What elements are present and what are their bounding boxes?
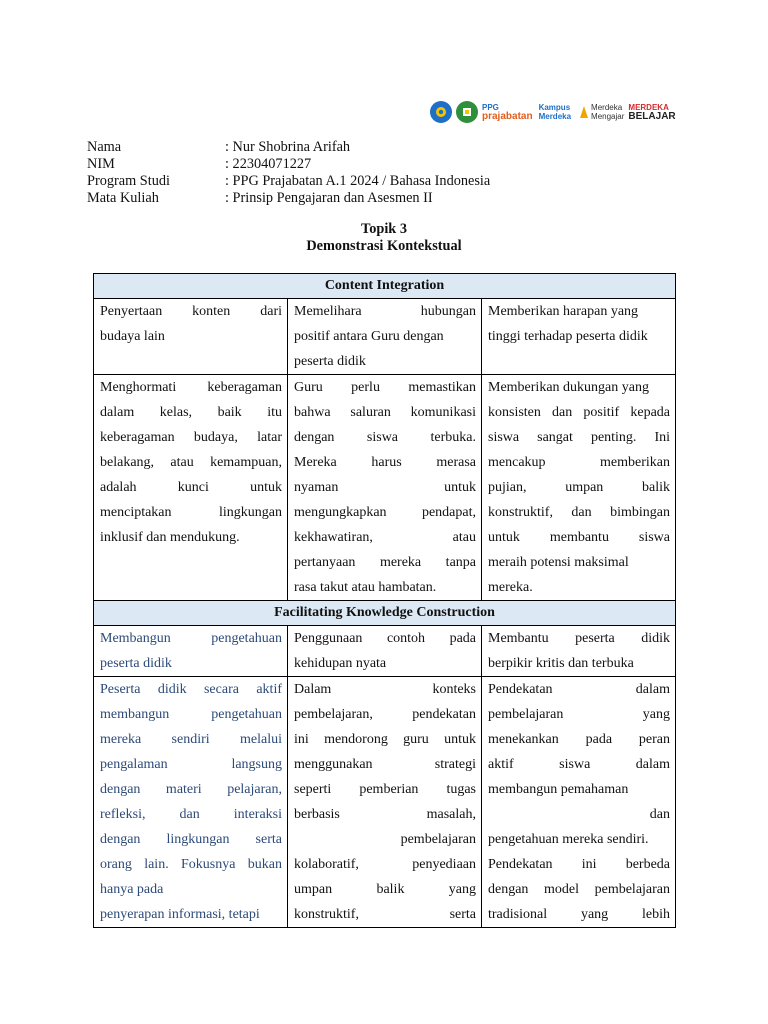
cell-line: dengan lingkungan serta <box>100 832 282 847</box>
table-row <box>94 626 676 677</box>
merdeka-logo-text: Merdeka <box>538 112 572 121</box>
tut-wuri-logo-icon <box>430 101 452 123</box>
cell-line: Guru perlu memastikan <box>294 380 476 395</box>
info-value: : PPG Prajabatan A.1 2024 / Bahasa Indonesia <box>225 173 491 189</box>
student-info <box>87 139 490 207</box>
cell-line: peserta didik <box>100 656 172 671</box>
info-label: Nama <box>87 139 122 155</box>
info-label: NIM <box>87 156 115 172</box>
cell-line: Membantu peserta didik <box>488 631 671 646</box>
table-cell <box>288 375 482 601</box>
cell-line: inklusif dan mendukung. <box>100 530 240 545</box>
section-heading: Content Integration <box>94 274 676 299</box>
info-value: : Prinsip Pengajaran dan Asesmen II <box>225 190 433 206</box>
cell-line: konstruktif, dan bimbingan <box>488 505 671 520</box>
cell-line: aktif siswa dalam <box>488 757 671 772</box>
cell-line: Penyertaan konten dari <box>100 304 282 319</box>
ppg-logo-text: PPG <box>482 102 499 112</box>
kampus-merdeka-logo <box>539 103 571 121</box>
cell-line: Dalam konteks <box>294 682 476 697</box>
cell-line: umpan balik yang <box>294 882 476 897</box>
merdeka-mengajar-logo <box>579 103 624 121</box>
cell-line: Memberikan dukungan yang <box>488 380 649 395</box>
cell-line: Membangun pengetahuan <box>100 631 282 646</box>
info-row-nim <box>87 156 490 173</box>
merdeka-belajar-line1: MERDEKA <box>628 102 669 112</box>
merdeka-mengajar-line1: Merdeka <box>591 103 623 112</box>
merdeka-belajar-logo <box>628 103 675 122</box>
cell-line: pujian, umpan balik <box>488 480 671 495</box>
cell-line: adalah kunci untuk <box>100 480 282 495</box>
table-cell <box>94 677 288 928</box>
prajabatan-logo-text: prajabatan <box>482 110 533 122</box>
cell-line: berbasis masalah, <box>294 807 476 822</box>
cell-line: untuk membantu siswa <box>488 530 671 545</box>
cell-line: orang lain. Fokusnya bukan <box>100 857 282 872</box>
cell-line: pengalaman langsung <box>100 757 282 772</box>
cell-line: dengan model pembelajaran <box>488 882 671 897</box>
cell-line: membangun pengetahuan <box>100 707 282 722</box>
info-value: : 22304071227 <box>225 156 312 172</box>
merdeka-mengajar-line2: Mengajar <box>591 112 625 121</box>
kampus-logo-text: Kampus <box>538 103 571 112</box>
cell-line: mencakup memberikan <box>488 455 671 470</box>
table-cell <box>288 626 482 677</box>
info-row-nama <box>87 139 490 156</box>
cell-line: nyaman untuk <box>294 480 476 495</box>
cell-line: kekhawatiran, atau <box>294 530 476 545</box>
header-logos <box>430 98 682 126</box>
table-cell <box>94 375 288 601</box>
cell-line: dalam kelas, baik itu <box>100 405 282 420</box>
table-cell <box>94 626 288 677</box>
cell-line: berpikir kritis dan terbuka <box>488 656 634 671</box>
table-cell <box>482 375 676 601</box>
cell-line: Peserta didik secara aktif <box>100 682 282 697</box>
info-label: Mata Kuliah <box>87 190 159 206</box>
topic-title: Topik 3 <box>361 221 407 237</box>
cell-line: pembelajaran <box>400 832 476 847</box>
table-cell <box>482 626 676 677</box>
cell-line: keberagaman budaya, latar <box>100 430 282 445</box>
cell-line: belakang, atau kemampuan, <box>100 455 282 470</box>
cell-line: pengetahuan mereka sendiri. <box>488 832 649 847</box>
info-row-program-studi <box>87 173 490 190</box>
cell-line: konsisten dan positif kepada <box>488 405 671 420</box>
section-heading: Facilitating Knowledge Construction <box>94 601 676 626</box>
cell-line: mereka sendiri melalui <box>100 732 282 747</box>
cell-line: tradisional yang lebih <box>488 907 671 922</box>
cell-line: seperti pemberian tugas <box>294 782 476 797</box>
table-row <box>94 299 676 375</box>
section-heading-row <box>94 274 676 299</box>
cell-line: rasa takut atau hambatan. <box>294 580 437 595</box>
cell-line: tinggi terhadap peserta didik <box>488 329 648 344</box>
info-row-mata-kuliah <box>87 190 490 207</box>
cell-line: kehidupan nyata <box>294 656 387 671</box>
cell-line: membangun pemahaman <box>488 782 629 797</box>
cell-line: mengungkapkan pendapat, <box>294 505 476 520</box>
cell-line: Pendekatan dalam <box>488 682 671 697</box>
cell-line: pembelajaran yang <box>488 707 671 722</box>
cell-line: menekankan pada peran <box>488 732 671 747</box>
cell-line: peserta didik <box>294 354 366 369</box>
topic-subtitle: Demonstrasi Kontekstual <box>306 238 462 254</box>
cell-line: konstruktif, serta <box>294 907 476 922</box>
cell-line: pertanyaan mereka tanpa <box>294 555 476 570</box>
cell-line: kolaboratif, penyediaan <box>294 857 476 872</box>
cell-line: refleksi, dan interaksi <box>100 807 282 822</box>
cell-line: Pendekatan ini berbeda <box>488 857 671 872</box>
table-cell <box>94 299 288 375</box>
table-row <box>94 677 676 928</box>
cell-line: dengan siswa terbuka. <box>294 430 476 445</box>
cell-line: menggunakan strategi <box>294 757 476 772</box>
cell-line: dengan materi pelajaran, <box>100 782 282 797</box>
info-label: Program Studi <box>87 173 171 189</box>
cell-line: hanya pada <box>100 882 164 897</box>
cell-line: Mereka harus merasa <box>294 455 476 470</box>
demonstration-table <box>93 273 676 928</box>
section-heading-row <box>94 601 676 626</box>
table-cell <box>482 299 676 375</box>
cell-line: mereka. <box>488 580 533 595</box>
cell-line: Menghormati keberagaman <box>100 380 282 395</box>
cell-line: Penggunaan contoh pada <box>294 631 476 646</box>
cell-line: pembelajaran, pendekatan <box>294 707 476 722</box>
cell-line: ini mendorong guru untuk <box>294 732 476 747</box>
cell-line: meraih potensi maksimal <box>488 555 629 570</box>
cell-line: siswa sangat penting. Ini <box>488 430 671 445</box>
cell-line: Memelihara hubungan <box>294 304 476 319</box>
table-cell <box>288 299 482 375</box>
table-row <box>94 375 676 601</box>
university-logo-icon <box>456 101 478 123</box>
cell-line: menciptakan lingkungan <box>100 505 282 520</box>
merdeka-mengajar-icon <box>579 105 589 119</box>
cell-line: budaya lain <box>100 329 165 344</box>
table-cell <box>288 677 482 928</box>
table-cell <box>482 677 676 928</box>
cell-line: bahwa saluran komunikasi <box>294 405 476 420</box>
info-value: : Nur Shobrina Arifah <box>225 139 351 155</box>
ppg-prajabatan-logo <box>482 103 533 122</box>
cell-line: Memberikan harapan yang <box>488 304 639 319</box>
cell-line: dan <box>649 807 671 822</box>
merdeka-belajar-line2: BELAJAR <box>628 110 676 122</box>
cell-line: penyerapan informasi, tetapi <box>100 907 260 922</box>
cell-line: positif antara Guru dengan <box>294 329 444 344</box>
